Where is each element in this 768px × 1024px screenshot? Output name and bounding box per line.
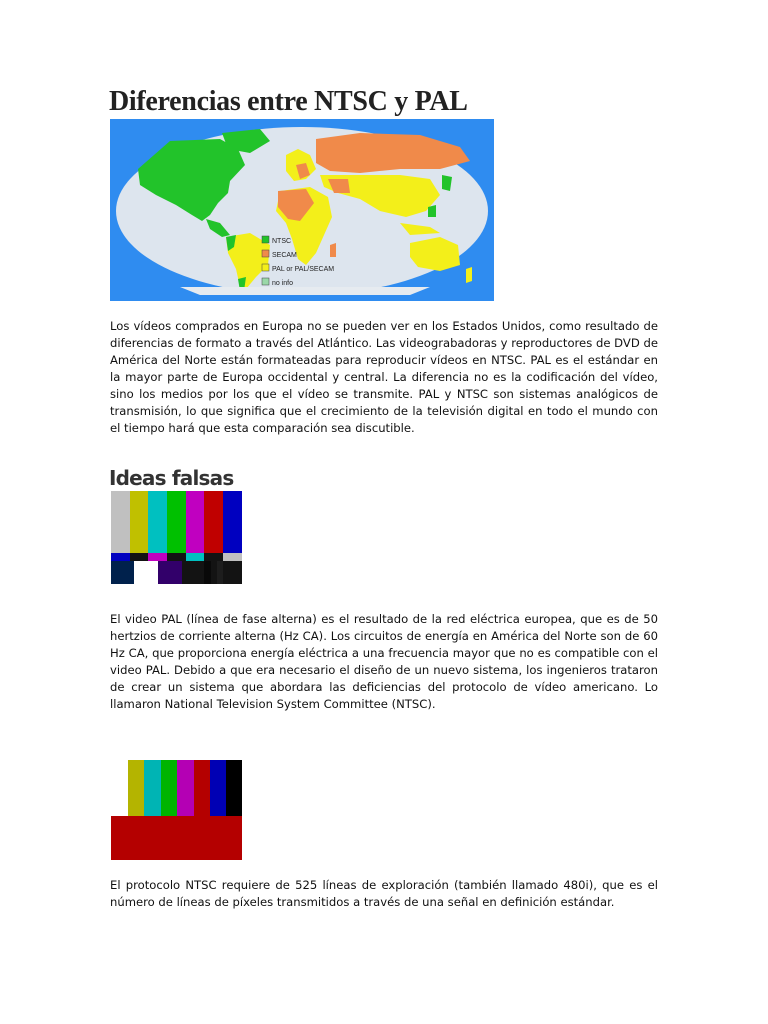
section-heading: Ideas falsas [109, 466, 234, 490]
paragraph-pal: El video PAL (línea de fase alterna) es el resultado de la red eléctrica europea, que es de 50 hertzios de corriente alterna (Hz CA). Los circuitos de energía en América del Norte son de 60 Hz CA, que proporciona energía eléctrica a una frecuencia mayor que no es compatible con el video PAL. Debido a que era necesario el diseño de un nuevo sistema, los ingenieros trataron de crear un sistema que abordara las deficiencias del protocolo de vídeo americano. Lo llamaron National Television System Committee (NTSC). [110, 612, 658, 711]
color-bars-image-smpte [111, 491, 242, 584]
legend-label-noinfo: no info [272, 280, 294, 287]
color-bars-image-ebu [111, 760, 242, 860]
paragraph-intro: Los vídeos comprados en Europa no se pueden ver en los Estados Unidos, como resultado de diferencias de formato a través del Atlántico. Las videograbadoras y reproductores de DVD de América del Norte están formateadas para reproducir vídeos en NTSC. PAL es el estándar en la mayor parte de Europa occidental y central. La diferencia no es la codificación del vídeo, sino los medios por los que el vídeo se transmite. PAL y NTSC son sistemas analógicos de transmisión, lo que significa que el crecimiento de la televisión digital en todo el mundo con el tiempo hará que esta comparación sea discutible. [110, 319, 658, 435]
world-map-image [110, 119, 494, 301]
page-title: Diferencias entre NTSC y PAL [109, 86, 468, 117]
legend-label-ntsc: NTSC [272, 238, 292, 245]
paragraph-ntsc-lines: El protocolo NTSC requiere de 525 líneas de exploración (también llamado 480i), que es el número de líneas de píxeles transmitidos a través de una señal en definición estándar. [110, 878, 658, 909]
legend-label-secam: SECAM [272, 252, 297, 259]
legend-label-pal: PAL or PAL/SECAM [272, 266, 335, 273]
